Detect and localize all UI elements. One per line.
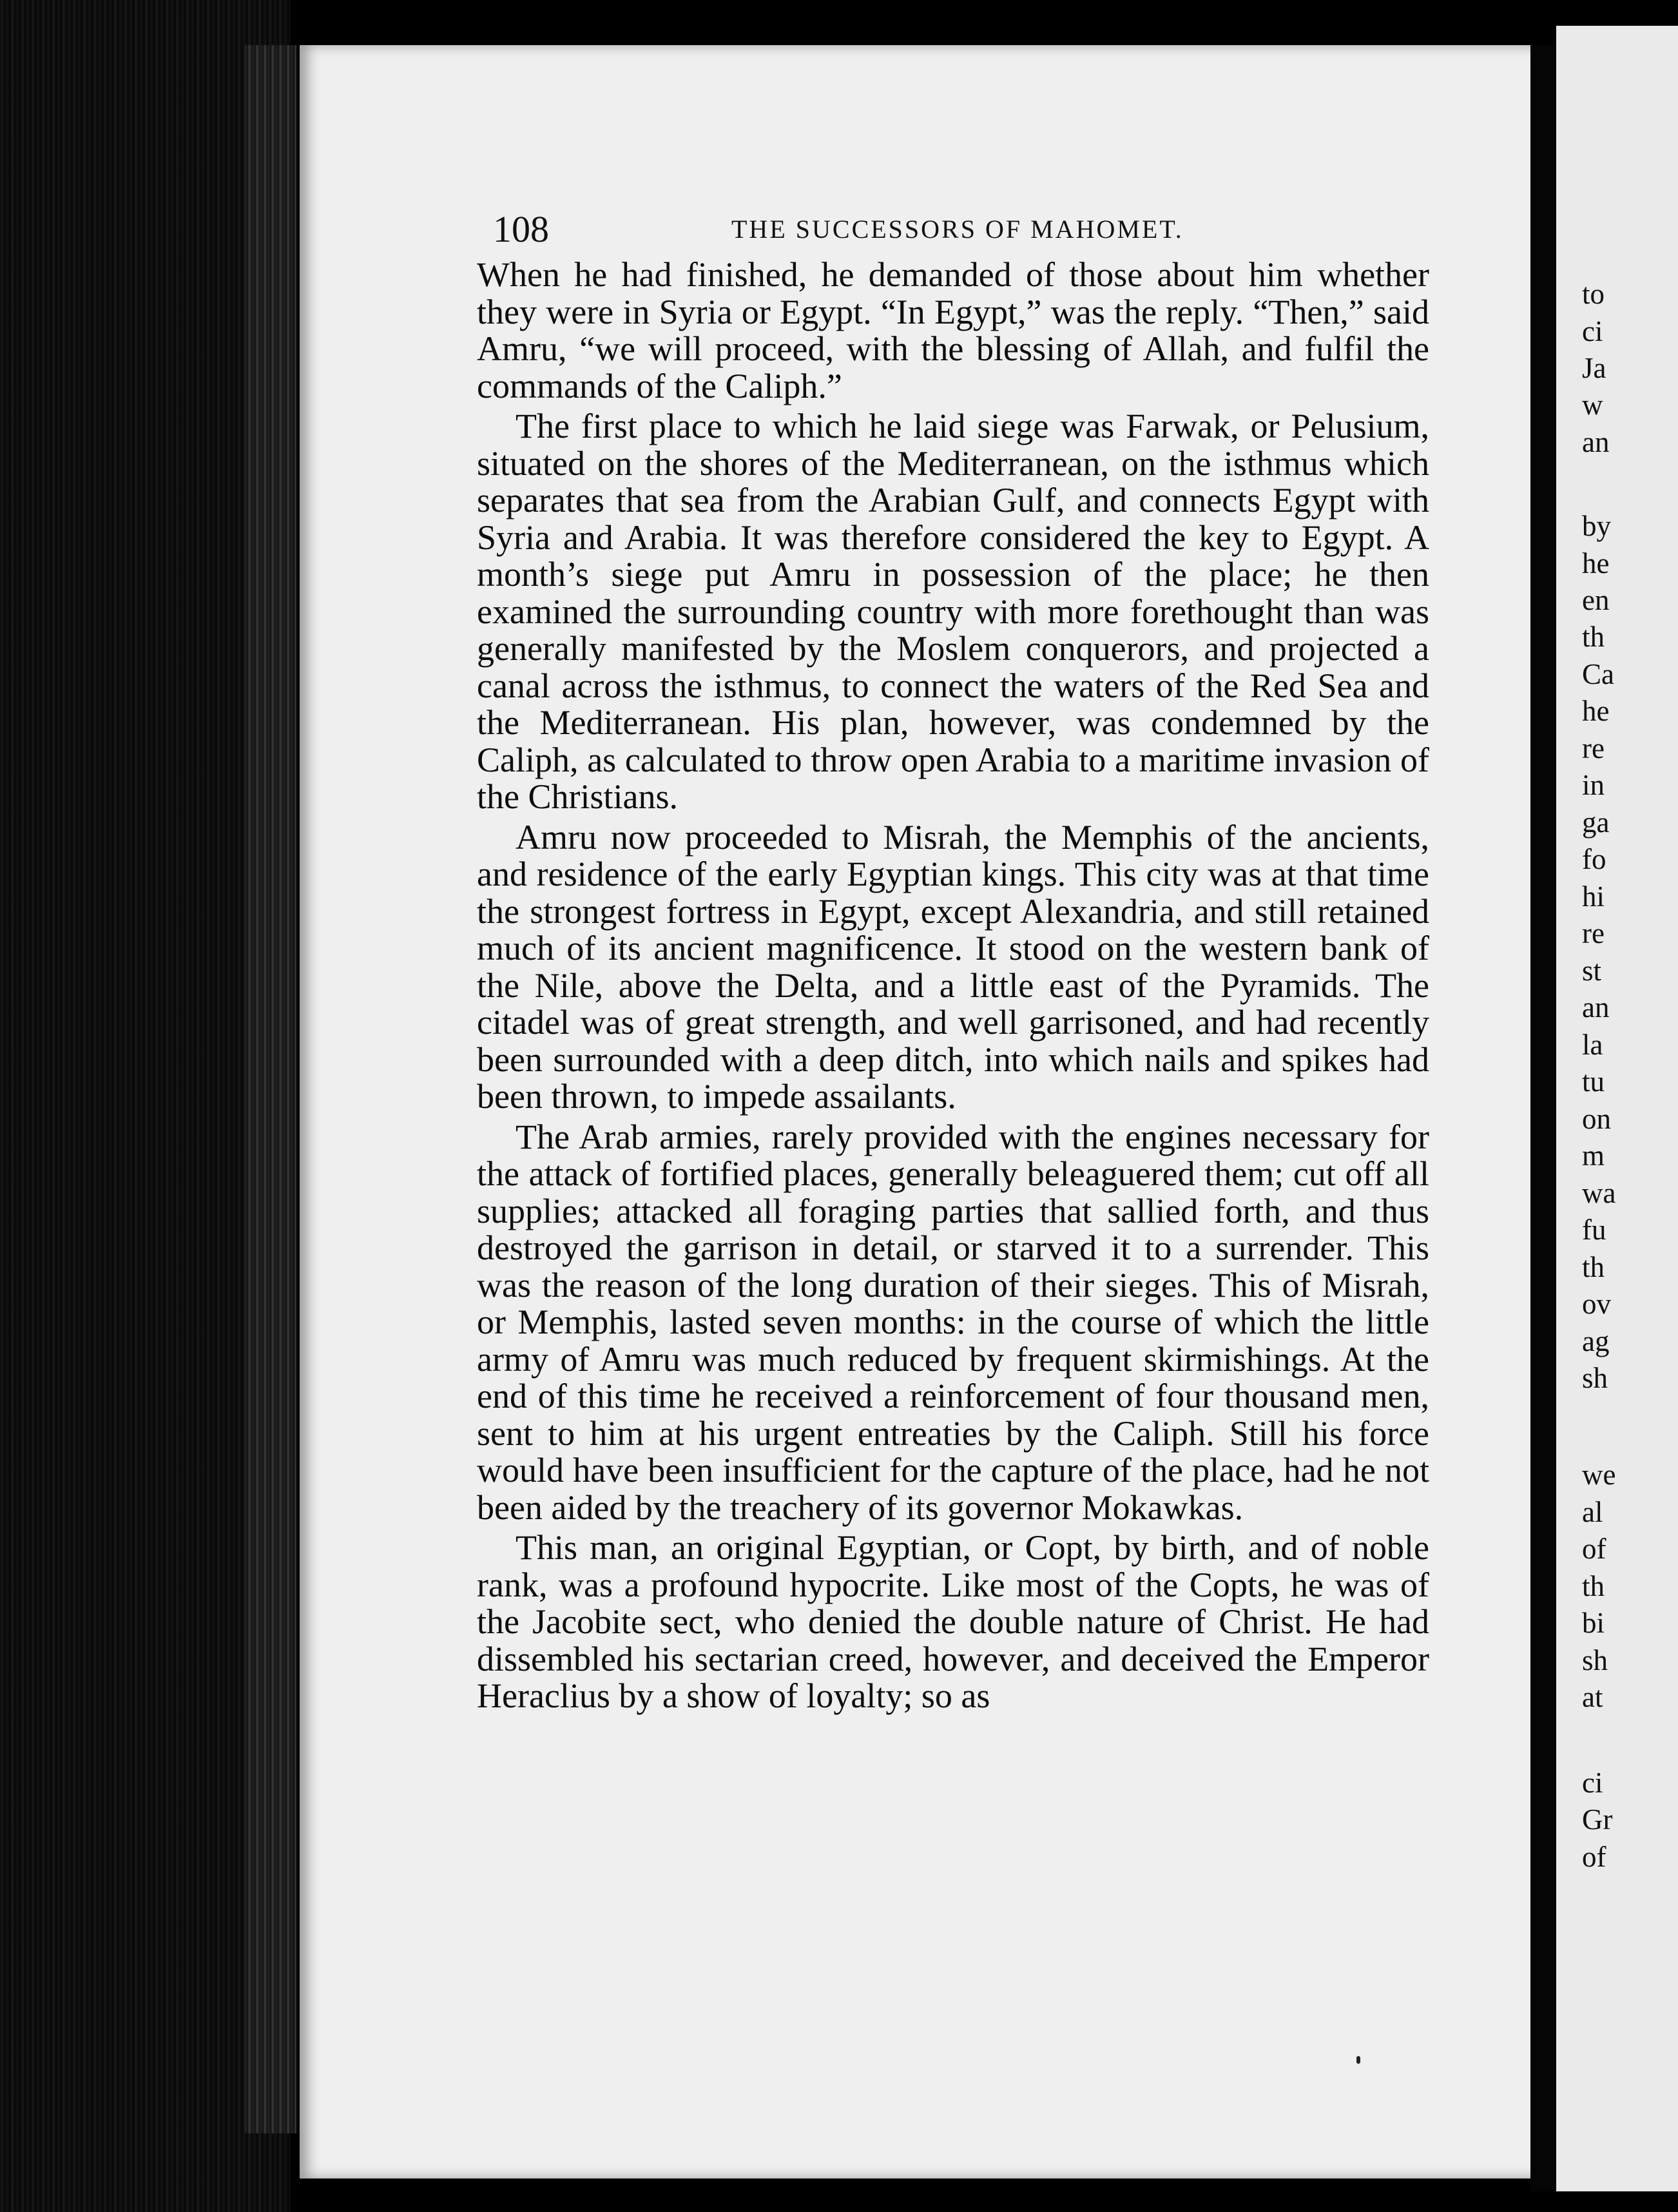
next-page-line-fragment: he [1582, 695, 1610, 727]
next-page [1556, 26, 1678, 2191]
next-page-line-fragment: th [1582, 1570, 1605, 1602]
next-page-line-fragment: m [1582, 1140, 1605, 1172]
next-page-line-fragment: to [1582, 278, 1605, 310]
next-page-line-fragment: wa [1582, 1177, 1616, 1209]
next-page-line-fragment: an [1582, 426, 1610, 458]
ink-mark [1356, 2056, 1360, 2064]
next-page-line-fragment: Ca [1582, 658, 1614, 690]
next-page-line-fragment: fo [1582, 843, 1606, 875]
next-page-line-fragment: sh [1582, 1644, 1608, 1676]
next-page-line-fragment: re [1582, 732, 1605, 764]
next-page-line-fragment: in [1582, 769, 1605, 801]
running-head [493, 208, 1434, 253]
next-page-line-fragment: th [1582, 1251, 1605, 1283]
page-number: 108 [493, 208, 549, 250]
paragraph: The first place to which he laid siege was Farwak, or Pelusium, situated on the shores of the Mediterranean, on the isthmus which separates that sea from the Arabian Gulf, and connects Egypt with Syria and Arabia. It was therefore considered the key to Egypt. A month’s siege put Amru in possession of the place; he then examined the surrounding country with more forethought than was generally manifested by the Moslem conquerors, and projected a canal across the isthmus, to connect the waters of the Red Sea and the Mediterranean. His plan, however, was condemned by the Caliph, as calculated to throw open Arabia to a maritime invasion of the Christians. [477, 407, 1429, 816]
next-page-line-fragment: re [1582, 917, 1605, 949]
next-page-line-fragment: an [1582, 991, 1610, 1024]
next-page-line-fragment: th [1582, 621, 1605, 653]
next-page-line-fragment: tu [1582, 1065, 1605, 1098]
next-page-line-fragment: by [1582, 510, 1611, 542]
page-gutter [1530, 45, 1556, 2191]
next-page-line-fragment: en [1582, 584, 1610, 616]
next-page-line-fragment: on [1582, 1103, 1611, 1135]
next-page-line-fragment: Ja [1582, 352, 1606, 384]
next-page-line-fragment: Gr [1582, 1803, 1613, 1836]
paragraph: The Arab armies, rarely provided with the engines necessary for the attack of fortified places, generally beleaguered them; cut off all supplies; attacked all foraging parties that sallied forth, and thus destroyed the garrison in detail, or starved it to a surrender. This was the reason of the long duration of their sieges. This of Misrah, or Memphis, lasted seven months: in the course of which the little army of Amru was much reduced by frequent skirmishings. At the end of this time he received a reinforcement of four thousand men, sent to him at his urgent entreaties by the Caliph. Still his force would have been insufficient for the capture of the place, had he not been aided by the treachery of its governor Mokawkas. [477, 1117, 1429, 1527]
next-page-line-fragment: st [1582, 955, 1602, 987]
next-page-line-fragment: bi [1582, 1607, 1605, 1639]
running-title: THE SUCCESSORS OF MAHOMET. [731, 215, 1184, 244]
next-page-line-fragment: of [1582, 1533, 1606, 1565]
next-page-line-fragment: al [1582, 1496, 1603, 1528]
paragraph: When he had finished, he demanded of those about him whether they were in Syria or Egypt. “In Egypt,” was the reply. “Then,” said Amru, “we will proceed, with the blessing of Allah, and fulfil the commands of the Caliph.” [477, 255, 1429, 405]
next-page-line-fragment: hi [1582, 880, 1605, 913]
next-page-line-fragment: we [1582, 1459, 1616, 1491]
next-page-line-fragment: ag [1582, 1325, 1610, 1357]
next-page-line-fragment: ci [1582, 1767, 1603, 1799]
next-page-line-fragment: of [1582, 1841, 1606, 1873]
paragraph: This man, an original Egyptian, or Copt, by birth, and of noble rank, was a profound hypocrite. Like most of the Copts, he was of the Jacobite sect, who denied the double nature of Christ. He had dissembled his sectarian creed, however, and deceived the Emperor Heraclius by a show of loyalty; so as [477, 1528, 1429, 1715]
next-page-line-fragment: fu [1582, 1214, 1606, 1246]
next-page-line-fragment: ci [1582, 315, 1603, 347]
next-page-line-fragment: at [1582, 1681, 1603, 1713]
next-page-line-fragment: la [1582, 1029, 1603, 1061]
next-page-line-fragment: w [1582, 389, 1603, 421]
page-edges [245, 45, 296, 2133]
paragraph: Amru now proceeded to Misrah, the Memphis of the ancients, and residence of the early Egyptian kings. This city was at that time the strongest fortress in Egypt, except Alexandria, and still retained much of its ancient magnificence. It stood on the western bank of the Nile, above the Delta, and a little east of the Pyramids. The citadel was of great strength, and well garrisoned, and had recently been surrounded with a deep ditch, into which nails and spikes had been thrown, to impede assailants. [477, 817, 1429, 1116]
next-page-line-fragment: sh [1582, 1362, 1608, 1394]
next-page-line-fragment: ga [1582, 806, 1610, 839]
next-page-line-fragment: ov [1582, 1288, 1611, 1320]
next-page-line-fragment: he [1582, 547, 1610, 579]
body-text [477, 257, 1429, 1715]
